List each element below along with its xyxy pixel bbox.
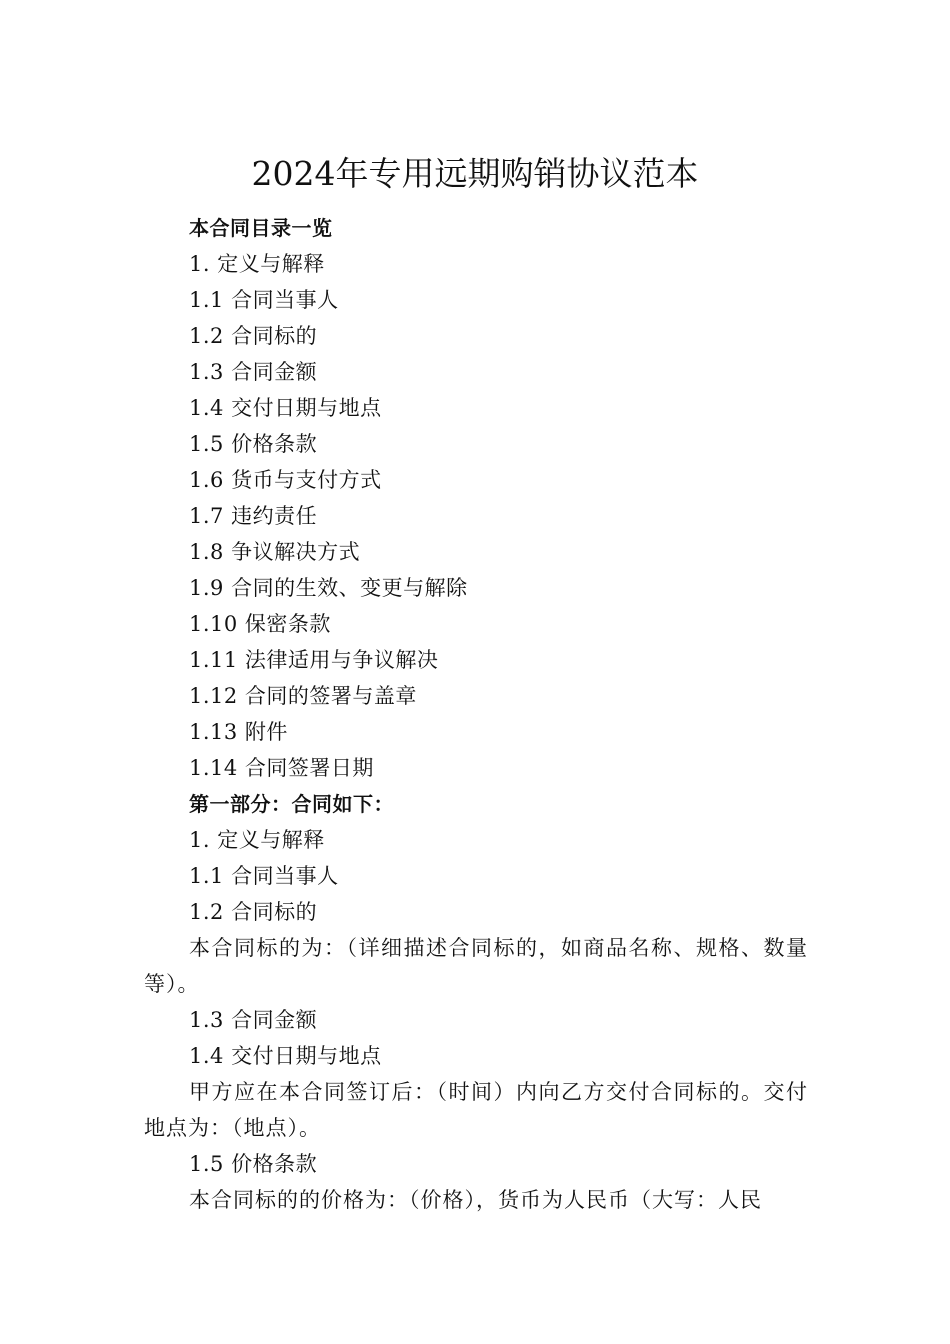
toc-item: 1.5 价格条款: [189, 432, 318, 456]
section-heading: 1. 定义与解释: [189, 828, 325, 852]
document-title: 2024年专用远期购销协议范本: [251, 154, 699, 193]
section-paragraph: 甲方应在本合同签订后：（时间）内向乙方交付合同标的。交付地点为：（地点）。: [144, 1080, 808, 1140]
toc-item: 1.10 保密条款: [189, 612, 331, 636]
section-paragraph: 本合同标的的价格为：（价格），货币为人民币（大写：人民: [189, 1188, 762, 1212]
toc-item: 1. 定义与解释: [189, 252, 325, 276]
toc-item: 1.13 附件: [189, 720, 288, 744]
section-heading: 1.3 合同金额: [189, 1008, 318, 1032]
toc-item: 1.4 交付日期与地点: [189, 396, 382, 420]
toc-item: 1.1 合同当事人: [189, 288, 339, 312]
toc-item: 1.11 法律适用与争议解决: [189, 648, 439, 672]
toc-item: 1.14 合同签署日期: [189, 756, 374, 780]
toc-item: 1.3 合同金额: [189, 360, 318, 384]
part1-heading: 第一部分：合同如下：: [189, 792, 394, 816]
document-body: [144, 210, 808, 1218]
toc-item: 1.12 合同的签署与盖章: [189, 684, 417, 708]
toc-item: 1.7 违约责任: [189, 504, 318, 528]
section-heading: 1.5 价格条款: [189, 1152, 318, 1176]
section-heading: 1.1 合同当事人: [189, 864, 339, 888]
toc-item: 1.2 合同标的: [189, 324, 318, 348]
toc-list: [144, 246, 808, 786]
toc-item: 1.9 合同的生效、变更与解除: [189, 576, 468, 600]
toc-item: 1.6 货币与支付方式: [189, 468, 382, 492]
toc-item: 1.8 争议解决方式: [189, 540, 361, 564]
toc-heading: 本合同目录一览: [189, 216, 333, 240]
section-heading: 1.2 合同标的: [189, 900, 318, 924]
section-paragraph: 本合同标的为：（详细描述合同标的，如商品名称、规格、数量等）。: [144, 936, 808, 996]
section-heading: 1.4 交付日期与地点: [189, 1044, 382, 1068]
